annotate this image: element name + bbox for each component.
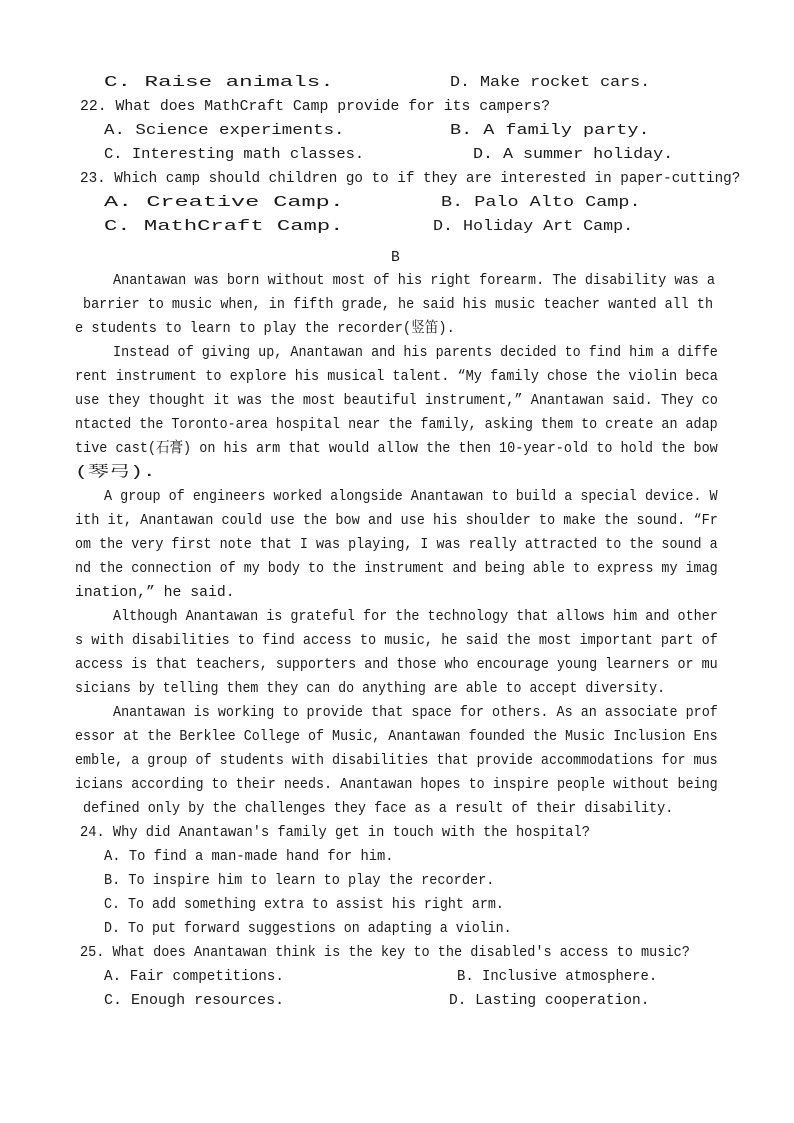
q22-option-b: B. A family party. bbox=[450, 123, 650, 139]
passage-line: rent instrument to explore his musical talent. “My family chose the violin beca bbox=[75, 369, 718, 385]
passage-line: Anantawan was born without most of his right forearm. The disability was a bbox=[113, 273, 716, 289]
q24-option-b: B. To inspire him to learn to play the recorder. bbox=[104, 873, 495, 889]
passage-line: emble, a group of students with disabilities that provide accommodations for mus bbox=[75, 753, 718, 769]
passage-line: essor at the Berklee College of Music, Anantawan founded the Music Inclusion Ens bbox=[75, 729, 718, 745]
section-label: B bbox=[391, 250, 400, 266]
passage-line: e students to learn to play the recorder(竖笛). bbox=[75, 321, 455, 337]
q23-question: 23. Which camp should children go to if they are interested in paper-cutting? bbox=[80, 171, 741, 187]
passage-line: om the very first note that I was playing, I was really attracted to the sound a bbox=[75, 537, 718, 553]
q24-option-d: D. To put forward suggestions on adapting a violin. bbox=[104, 921, 512, 937]
passage-line: ination,” he said. bbox=[75, 585, 235, 601]
q24-question: 24. Why did Anantawan's family get in touch with the hospital? bbox=[80, 825, 590, 841]
passage-line: Anantawan is working to provide that space for others. As an associate prof bbox=[113, 705, 718, 721]
passage-line: use they thought it was the most beautiful instrument,” Anantawan said. They co bbox=[75, 393, 718, 409]
passage-line: Instead of giving up, Anantawan and his parents decided to find him a diffe bbox=[113, 345, 718, 361]
q23-option-c: C. MathCraft Camp. bbox=[104, 219, 344, 235]
q22-option-d: D. A summer holiday. bbox=[473, 147, 674, 163]
passage-line: (琴弓). bbox=[75, 465, 156, 481]
q23-option-b: B. Palo Alto Camp. bbox=[441, 195, 641, 211]
passage-line: ith it, Anantawan could use the bow and use his shoulder to make the sound. “Fr bbox=[75, 513, 718, 529]
passage-line: nd the connection of my body to the instrument and being able to express my imag bbox=[75, 561, 718, 577]
passage-line: A group of engineers worked alongside Anantawan to build a special device. W bbox=[104, 489, 718, 505]
q24-option-a: A. To find a man-made hand for him. bbox=[104, 849, 394, 865]
passage-line: barrier to music when, in fifth grade, he said his music teacher wanted all th bbox=[83, 297, 714, 313]
q25-option-b: B. Inclusive atmosphere. bbox=[457, 969, 658, 985]
q22-option-a: A. Science experiments. bbox=[104, 123, 345, 139]
q25-option-c: C. Enough resources. bbox=[104, 993, 285, 1009]
q25-question: 25. What does Anantawan think is the key to the disabled's access to music? bbox=[80, 945, 690, 961]
q25-option-d: D. Lasting cooperation. bbox=[449, 993, 650, 1009]
q23-option-d: D. Holiday Art Camp. bbox=[433, 219, 634, 235]
passage-line: s with disabilities to find access to music, he said the most important part of bbox=[75, 633, 718, 649]
passage-line: Although Anantawan is grateful for the technology that allows him and other bbox=[113, 609, 718, 625]
q23-option-a: A. Creative Camp. bbox=[104, 195, 344, 211]
q24-option-c: C. To add something extra to assist his right arm. bbox=[104, 897, 504, 913]
passage-line: sicians by telling them they can do anything are able to accept diversity. bbox=[75, 681, 666, 697]
passage-line: tive cast(石膏) on his arm that would allow the then 10-year-old to hold the bow bbox=[75, 441, 718, 457]
q21-option-c: C. Raise animals. bbox=[104, 75, 334, 91]
passage-line: ntacted the Toronto-area hospital near the family, asking them to create an adap bbox=[75, 417, 718, 433]
q21-option-d: D. Make rocket cars. bbox=[450, 75, 651, 91]
q25-option-a: A. Fair competitions. bbox=[104, 969, 284, 985]
passage-line: access is that teachers, supporters and those who encourage young learners or mu bbox=[75, 657, 718, 673]
passage-line: icians according to their needs. Anantawan hopes to inspire people without being bbox=[75, 777, 718, 793]
q22-question: 22. What does MathCraft Camp provide for its campers? bbox=[80, 99, 551, 115]
q22-option-c: C. Interesting math classes. bbox=[104, 147, 365, 163]
passage-line: defined only by the challenges they face as a result of their disability. bbox=[83, 801, 674, 817]
